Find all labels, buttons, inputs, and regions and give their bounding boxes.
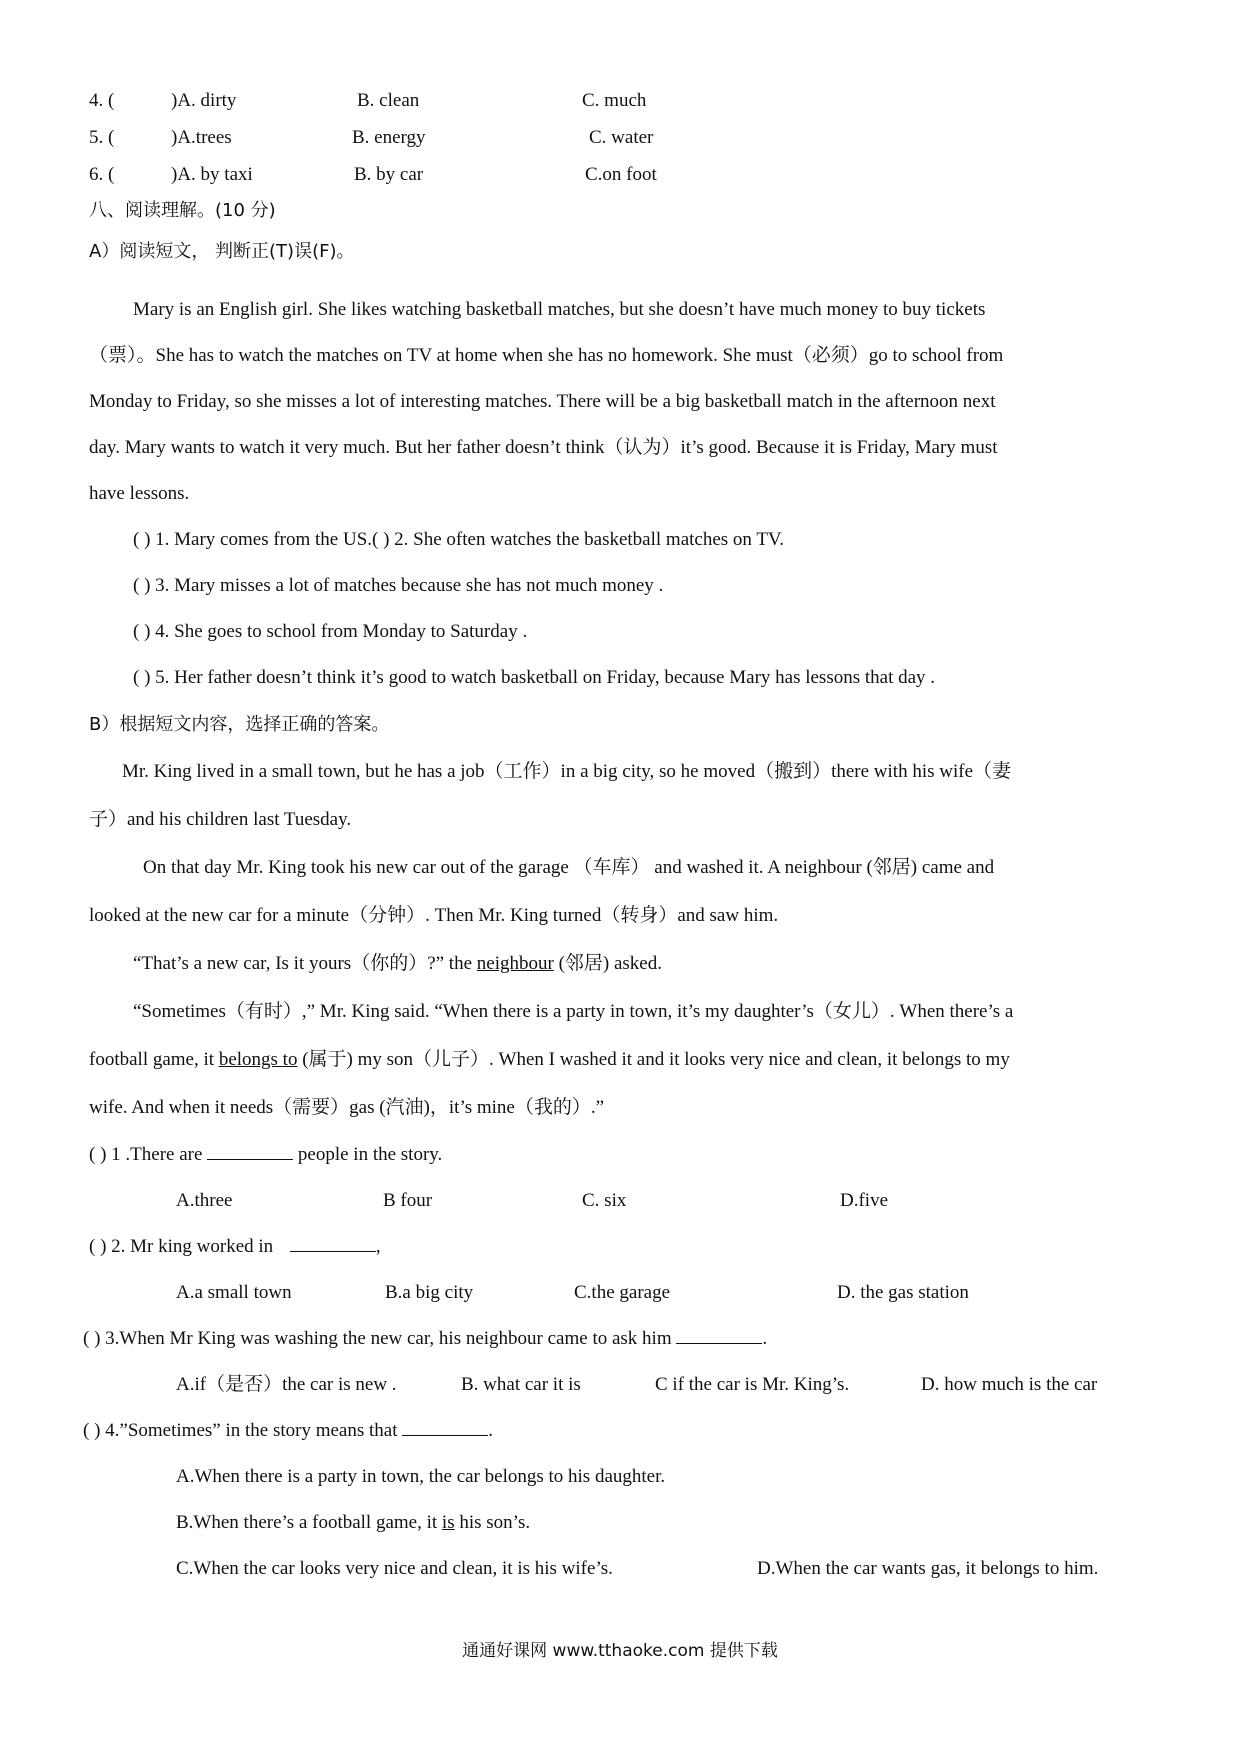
part-b-title: B）根据短文内容，选择正确的答案。	[89, 714, 390, 735]
passage-b-p1a: Mr. King lived in a small town, but he has a job（工作）in a big city, so he moved（搬到）there with his wife（妻	[122, 761, 1012, 782]
mc-option-d: D.five	[840, 1190, 889, 1211]
section-title: 八、阅读理解。(10 分)	[89, 200, 276, 221]
underlined-word: neighbour	[476, 953, 554, 974]
option-b: B. by car	[354, 164, 424, 185]
mc-option-c: C.the garage	[574, 1282, 671, 1303]
mc-option-b: B.a big city	[385, 1282, 474, 1303]
p3-text: “That’s a new car, Is it yours（你的）?” the	[133, 953, 477, 974]
option-text-end: his son’s.	[454, 1512, 531, 1533]
passage-b-p4b	[89, 1048, 1010, 1072]
mc-question-2	[89, 1235, 381, 1259]
option-num: 5. (	[89, 127, 115, 148]
passage-b-p2b: looked at the new car for a minute（分钟）. Then Mr. King turned（转身）and saw him.	[89, 905, 779, 926]
option-c: C.on foot	[585, 164, 657, 185]
part-a-title: A）阅读短文， 判断正(T)误(F)。	[89, 241, 355, 262]
answer-blank	[207, 1143, 293, 1160]
mc-option-b: B. what car it is	[461, 1374, 581, 1395]
passage-a-line-3: Monday to Friday, so she misses a lot of interesting matches. There will be a big basketball match in the afternoon next	[89, 391, 996, 412]
mc-option-d: D. the gas station	[837, 1282, 969, 1303]
option-a: )A. by taxi	[171, 164, 253, 185]
option-text: B.When there’s a football game, it	[176, 1512, 442, 1533]
option-c: C. much	[582, 90, 647, 111]
tf-question-5: ( ) 5. Her father doesn’t think it’s good to watch basketball on Friday, because Mary has lessons that day .	[133, 667, 936, 688]
mc-stem-end: .	[762, 1328, 768, 1349]
mc-stem: ( ) 4.”Sometimes” in the story means that	[83, 1420, 403, 1441]
mc-stem: ( ) 1 .There are	[89, 1144, 208, 1165]
mc-option-d: D. how much is the car	[921, 1374, 1098, 1395]
answer-blank	[402, 1419, 488, 1436]
mc-option-c: C. six	[582, 1190, 627, 1211]
passage-b-p3	[133, 952, 662, 976]
mc-stem: ( ) 2. Mr king worked in	[89, 1236, 278, 1257]
tf-question-1-2: ( ) 1. Mary comes from the US.( ) 2. She often watches the basketball matches on TV.	[133, 529, 784, 550]
mc-stem: ( ) 3.When Mr King was washing the new car, his neighbour came to ask him	[83, 1328, 677, 1349]
option-b: B. clean	[357, 90, 420, 111]
option-a: )A.trees	[171, 127, 232, 148]
underlined-phrase: belongs to	[218, 1049, 298, 1070]
passage-b-p4c: wife. And when it needs（需要）gas (汽油)，it’s mine（我的）.”	[89, 1097, 605, 1118]
option-num: 4. (	[89, 90, 115, 111]
mc-option-a: A.if（是否）the car is new .	[176, 1374, 397, 1395]
option-b: B. energy	[352, 127, 426, 148]
page-footer: 通通好课网 www.tthaoke.com 提供下载	[462, 1641, 778, 1661]
option-c: C. water	[589, 127, 654, 148]
answer-blank	[290, 1235, 376, 1252]
passage-b-p1b: 子）and his children last Tuesday.	[89, 809, 352, 830]
passage-a-line-5: have lessons.	[89, 483, 190, 504]
mc-option-c: C if the car is Mr. King’s.	[655, 1374, 850, 1395]
tf-question-4: ( ) 4. She goes to school from Monday to Saturday .	[133, 621, 528, 642]
mc-option-b	[176, 1511, 530, 1535]
passage-b-p2a: On that day Mr. King took his new car out of the garage （车库） and washed it. A neighbour (邻居) came and	[143, 857, 995, 878]
mc-stem-end: .	[488, 1420, 493, 1441]
passage-b-p4a: “Sometimes（有时）,” Mr. King said. “When there is a party in town, it’s my daughter’s（女儿）. When there’s a	[133, 1001, 1014, 1022]
mc-question-1	[89, 1143, 442, 1167]
mc-question-4	[83, 1419, 493, 1443]
underlined-word: is	[441, 1512, 455, 1533]
passage-a-line-1: Mary is an English girl. She likes watching basketball matches, but she doesn’t have much money to buy tickets	[133, 299, 986, 320]
passage-a-line-4: day. Mary wants to watch it very much. But her father doesn’t think（认为）it’s good. Because it is Friday, Mary must	[89, 437, 998, 458]
p4b-text: football game, it	[89, 1049, 219, 1070]
tf-question-3: ( ) 3. Mary misses a lot of matches because she has not much money .	[133, 575, 664, 596]
option-a: )A. dirty	[171, 90, 237, 111]
mc-option-b: B four	[383, 1190, 433, 1211]
option-num: 6. (	[89, 164, 115, 185]
mc-question-3	[83, 1327, 767, 1351]
answer-blank	[676, 1327, 762, 1344]
mc-stem-end: people in the story.	[293, 1144, 443, 1165]
mc-option-a: A.three	[176, 1190, 233, 1211]
mc-option-a: A.When there is a party in town, the car belongs to his daughter.	[176, 1466, 666, 1487]
mc-stem-end: ,	[375, 1236, 381, 1257]
mc-option-d: D.When the car wants gas, it belongs to him.	[757, 1558, 1099, 1579]
mc-option-a: A.a small town	[176, 1282, 292, 1303]
p4b-text-end: (属于) my son（儿子）. When I washed it and it looks very nice and clean, it belongs to my	[297, 1049, 1010, 1070]
passage-a-line-2: （票）。She has to watch the matches on TV at home when she has no homework. She must（必须）go to school from	[89, 345, 1004, 366]
p3-text-end: (邻居) asked.	[553, 953, 662, 974]
mc-option-c: C.When the car looks very nice and clean, it is his wife’s.	[176, 1558, 613, 1579]
